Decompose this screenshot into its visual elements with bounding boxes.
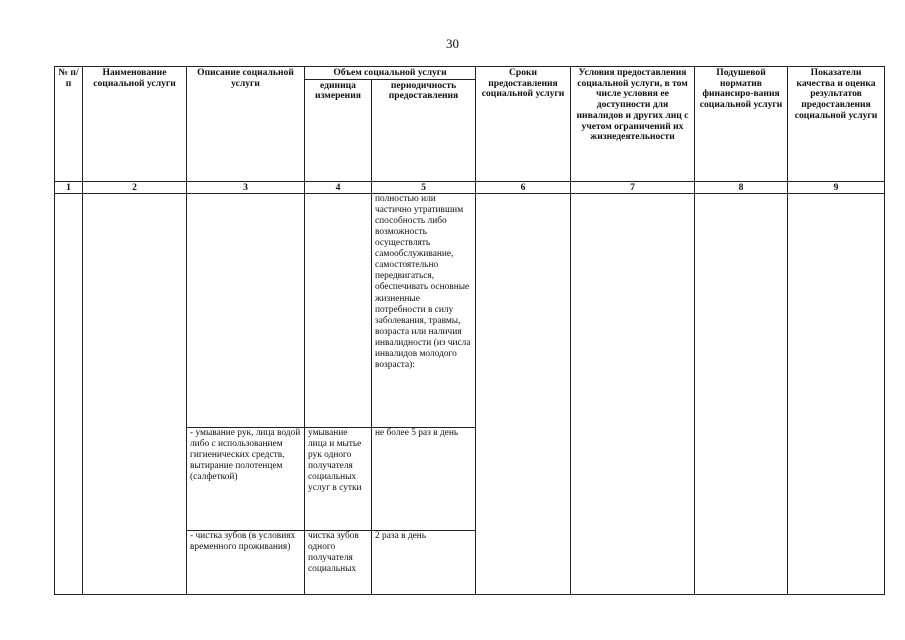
page-number: 30 bbox=[446, 36, 459, 51]
column-number: 7 bbox=[571, 181, 695, 193]
header-periodicity: периодичность предоставления bbox=[372, 79, 476, 181]
header-description: Описание социальной услуги bbox=[187, 67, 305, 182]
row-description: - чистка зубов (в условиях временного проживания) bbox=[187, 530, 305, 594]
column-number: 3 bbox=[187, 181, 305, 193]
cell-unit-empty bbox=[305, 193, 372, 427]
column-number: 5 bbox=[372, 181, 476, 193]
header-num: № п/п bbox=[55, 67, 83, 182]
row-unit: умывание лица и мытье рук одного получателя социальных услуг в сутки bbox=[305, 427, 372, 530]
social-services-table bbox=[54, 66, 885, 595]
cell-quality-empty bbox=[788, 193, 885, 594]
row-unit: чистка зубов одного получателя социальных bbox=[305, 530, 372, 594]
column-number-row bbox=[55, 181, 885, 193]
header-volume-group: Объем социальной услуги bbox=[305, 67, 476, 80]
column-number: 9 bbox=[788, 181, 885, 193]
column-number: 8 bbox=[695, 181, 788, 193]
column-number: 4 bbox=[305, 181, 372, 193]
continuation-row bbox=[55, 193, 885, 427]
cell-financing-empty bbox=[695, 193, 788, 594]
header-quality: Показатели качества и оценка результатов предоставления социальной услуги bbox=[788, 67, 885, 182]
continuation-text: полностью или частично утратившим способность либо возможность осуществлять самообслуживание, самостоятельно передвигаться, обеспечивать основные жизненные потребности в силу заболевания, травмы, возраста или наличия инвалидности (из числа инвалидов молодого возраста): bbox=[372, 193, 476, 427]
row-periodicity: не более 5 раз в день bbox=[372, 427, 476, 530]
header-name: Наименование социальной услуги bbox=[83, 67, 187, 182]
cell-terms-empty bbox=[476, 193, 571, 594]
header-unit: единица измерения bbox=[305, 79, 372, 181]
column-number: 6 bbox=[476, 181, 571, 193]
header-terms: Сроки предоставления социальной услуги bbox=[476, 67, 571, 182]
row-description: - умывание рук, лица водой либо с использованием гигиенических средств, вытирание полотенцем (салфеткой) bbox=[187, 427, 305, 530]
row-periodicity: 2 раза в день bbox=[372, 530, 476, 594]
header-conditions: Условия предоставления социальной услуги, в том числе условия ее доступности для инвалидов и других лиц с учетом ограничений их жизнедеятельности bbox=[571, 67, 695, 182]
cell-description-empty bbox=[187, 193, 305, 427]
column-number: 2 bbox=[83, 181, 187, 193]
cell-conditions-empty bbox=[571, 193, 695, 594]
cell-num-empty bbox=[55, 193, 83, 594]
header-financing: Подушевой норматив финансиро-вания социальной услуги bbox=[695, 67, 788, 182]
cell-name-empty bbox=[83, 193, 187, 594]
column-number: 1 bbox=[55, 181, 83, 193]
